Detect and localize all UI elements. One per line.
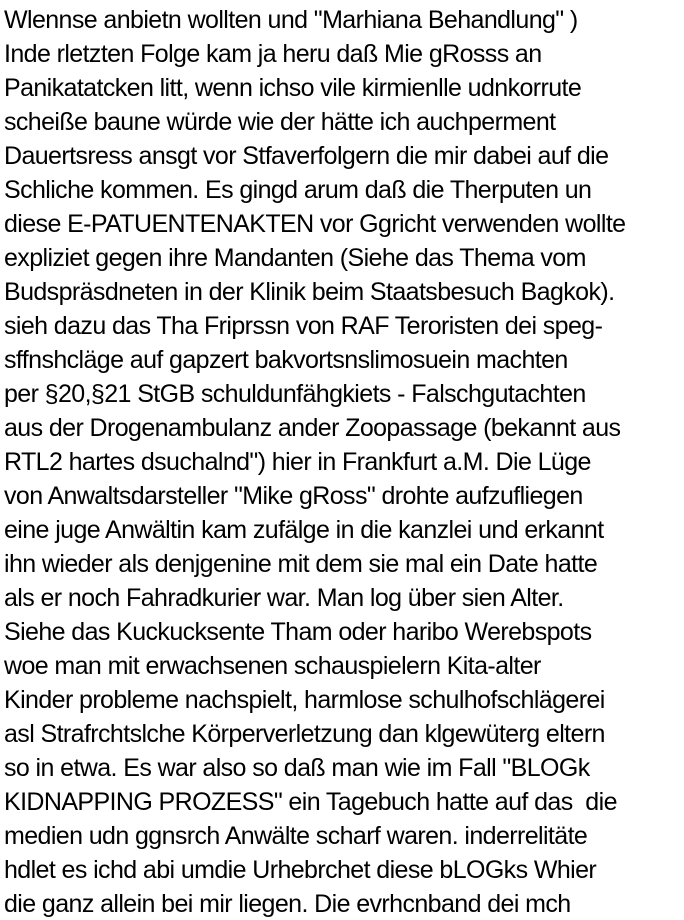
text-line: Wlennse anbietn wollten und "Marhiana Behandlung" ) <box>4 6 578 34</box>
text-line: Panikatatcken litt, wenn ichso vile kirmienlle udnkorrute <box>4 74 582 102</box>
text-line: so in etwa. Es war also so daß man wie im Fall "BLOGk <box>4 754 590 782</box>
text-line: sffnshcläge auf gapzert bakvortsnslimosuein machten <box>4 346 568 374</box>
text-line: woe man mit erwachsenen schauspielern Kita-alter <box>4 652 541 680</box>
text-line: die ganz allein bei mir liegen. Die evrhcnband dei mch <box>4 890 571 918</box>
text-line: medien udn ggnsrch Anwälte scharf waren. inderrelitäte <box>4 822 588 850</box>
text-line: als er noch Fahradkurier war. Man log über sien Alter. <box>4 584 564 612</box>
text-line: sieh dazu das Tha Friprssn von RAF Teroristen dei speg- <box>4 312 603 340</box>
document-text <box>4 3 684 920</box>
text-line: von Anwaltsdarsteller "Mike gRoss" drohte aufzufliegen <box>4 482 583 510</box>
text-line: Schliche kommen. Es gingd arum daß die Therputen un <box>4 176 592 204</box>
text-line: per §20,§21 StGB schuldunfähgkiets - Falschgutachten <box>4 380 586 408</box>
text-line: aus der Drogenambulanz ander Zoopassage (bekannt aus <box>4 414 621 442</box>
text-line: ihn wieder als denjgenine mit dem sie mal ein Date hatte <box>4 550 598 578</box>
text-line: asl Strafrchtslche Körperverletzung dan klgewüterg eltern <box>4 720 605 748</box>
text-line: eine juge Anwältin kam zufälge in die kanzlei und erkannt <box>4 516 604 544</box>
text-line: KIDNAPPING PROZESS" ein Tagebuch hatte auf das die <box>4 788 617 816</box>
text-line: Inde rletzten Folge kam ja heru daß Mie gRosss an <box>4 40 542 68</box>
text-line: expliziet gegen ihre Mandanten (Siehe das Thema vom <box>4 244 586 272</box>
text-line: scheiße baune würde wie der hätte ich auchperment <box>4 108 556 136</box>
text-line: Budspräsdneten in der Klinik beim Staatsbesuch Bagkok). <box>4 278 615 306</box>
text-line: diese E-PATUENTENAKTEN vor Ggricht verwenden wollte <box>4 210 626 238</box>
text-line: Siehe das Kuckucksente Tham oder haribo Werebspots <box>4 618 592 646</box>
text-line: RTL2 hartes dsuchalnd") hier in Frankfurt a.M. Die Lüge <box>4 448 591 476</box>
text-line: hdlet es ichd abi umdie Urhebrchet diese bLOGks Whier <box>4 856 597 884</box>
text-line: Dauertsress ansgt vor Stfaverfolgern die mir dabei auf die <box>4 142 609 170</box>
text-line: Kinder probleme nachspielt, harmlose schulhofschlägerei <box>4 686 605 714</box>
